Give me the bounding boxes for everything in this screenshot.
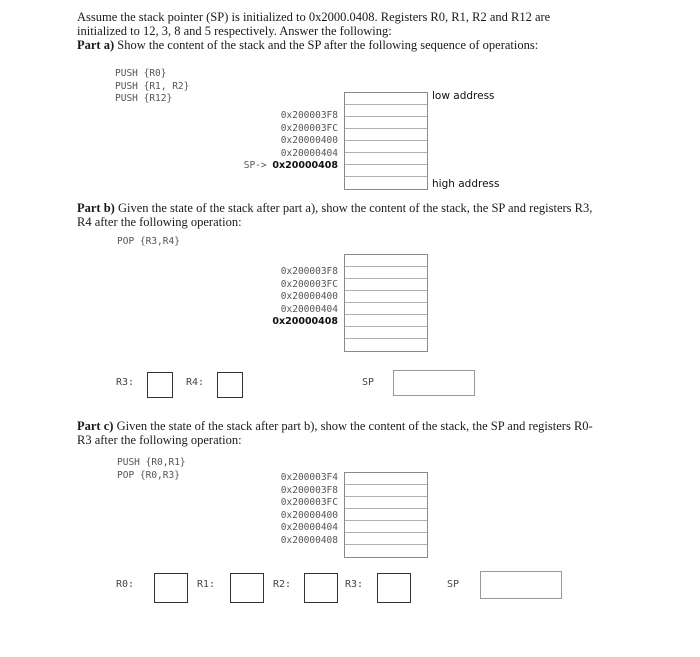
part-a-label: Part a)	[77, 38, 115, 52]
stack-cell[interactable]	[345, 473, 427, 485]
r4-answer-box[interactable]	[217, 372, 243, 398]
stack-cell[interactable]	[345, 141, 427, 153]
stack-cell[interactable]	[345, 315, 427, 327]
part-a-code	[115, 68, 189, 106]
address-label: 0x20000404	[280, 522, 338, 533]
address-label: 0x200003FC	[280, 497, 338, 508]
r3-label: R3:	[345, 579, 364, 590]
address-label-bold: 0x20000408	[272, 316, 338, 327]
high-address-label: high address	[432, 178, 500, 190]
part-c-stack	[344, 472, 428, 558]
r3-label: R3:	[116, 377, 135, 388]
part-c-label: Part c)	[77, 419, 114, 433]
code-line: PUSH {R0}	[115, 68, 167, 79]
stack-cell[interactable]	[345, 255, 427, 267]
part-b-code: POP {R3,R4}	[117, 236, 180, 247]
address-label: 0x20000404	[280, 147, 338, 159]
address-label: 0x20000404	[280, 303, 338, 315]
part-b-question	[77, 201, 677, 229]
intro-paragraph	[77, 10, 677, 52]
stack-cell[interactable]	[345, 93, 427, 105]
sp-label: SP	[362, 377, 375, 388]
stack-cell[interactable]	[345, 267, 427, 279]
address-label: 0x200003F8	[280, 110, 338, 121]
stack-cell[interactable]	[345, 279, 427, 291]
stack-cell[interactable]	[345, 303, 427, 315]
address-label: 0x200003FC	[280, 122, 338, 134]
address-label: 0x200003F4	[280, 472, 338, 483]
r3-answer-box[interactable]	[377, 573, 411, 603]
address-label: 0x20000400	[280, 509, 338, 521]
r2-label: R2:	[273, 579, 292, 590]
part-a-question	[77, 38, 677, 52]
intro-line-2: initialized to 12, 3, 8 and 5 respectively. Answer the following:	[77, 24, 392, 38]
part-b-line-2: R4 after the following operation:	[77, 215, 242, 229]
sp-address: 0x20000408	[272, 160, 338, 171]
stack-cell[interactable]	[345, 545, 427, 557]
intro-line-1: Assume the stack pointer (SP) is initialized to 0x2000.0408. Registers R0, R1, R2 and R12 are	[77, 10, 551, 24]
stack-cell[interactable]	[345, 105, 427, 117]
part-a-text: Show the content of the stack and the SP after the following sequence of operations:	[114, 38, 539, 52]
part-b-label: Part b)	[77, 201, 115, 215]
stack-cell[interactable]	[345, 165, 427, 177]
sp-arrow: SP->	[243, 160, 267, 171]
part-c-line-2: R3 after the following operation:	[77, 433, 242, 447]
stack-cell[interactable]	[345, 509, 427, 521]
stack-cell[interactable]	[345, 129, 427, 141]
address-label: 0x20000400	[280, 135, 338, 146]
stack-cell[interactable]	[345, 485, 427, 497]
address-label: 0x200003F8	[280, 484, 338, 496]
r0-answer-box[interactable]	[154, 573, 188, 603]
code-line: PUSH {R12}	[115, 93, 173, 104]
stack-cell[interactable]	[345, 327, 427, 339]
low-address-label: low address	[432, 90, 495, 102]
r4-label: R4:	[186, 377, 205, 388]
sp-address-row	[230, 160, 338, 173]
stack-cell[interactable]	[345, 533, 427, 545]
address-label: 0x20000408	[280, 534, 338, 546]
part-a-addresses	[230, 110, 338, 173]
code-line: POP {R0,R3}	[117, 469, 180, 481]
stack-cell[interactable]	[345, 177, 427, 189]
sp-answer-box[interactable]	[480, 571, 562, 599]
code-line: PUSH {R0,R1}	[117, 457, 186, 468]
code-line: PUSH {R1, R2}	[115, 80, 190, 92]
stack-cell[interactable]	[345, 117, 427, 129]
part-b-stack	[344, 254, 428, 352]
stack-cell[interactable]	[345, 521, 427, 533]
r1-label: R1:	[197, 579, 216, 590]
part-c-code	[117, 457, 186, 482]
r2-answer-box[interactable]	[304, 573, 338, 603]
address-label: 0x20000400	[280, 291, 338, 302]
part-b-line-1: Part b) Given the state of the stack after part a), show the content of the stack, the SP and registers R3,	[77, 201, 593, 215]
r0-label: R0:	[116, 579, 135, 590]
address-label: 0x200003F8	[280, 266, 338, 277]
address-label: 0x200003FC	[280, 278, 338, 290]
part-c-line-1: Part c) Given the state of the stack after part b), show the content of the stack, the SP and registers R0-	[77, 419, 593, 433]
stack-cell[interactable]	[345, 291, 427, 303]
stack-cell[interactable]	[345, 497, 427, 509]
part-b-addresses	[230, 266, 338, 329]
r1-answer-box[interactable]	[230, 573, 264, 603]
part-c-question	[77, 419, 677, 447]
stack-cell[interactable]	[345, 339, 427, 351]
r3-answer-box[interactable]	[147, 372, 173, 398]
part-c-addresses	[230, 472, 338, 547]
stack-cell[interactable]	[345, 153, 427, 165]
part-a-stack	[344, 92, 428, 190]
sp-answer-box[interactable]	[393, 370, 475, 396]
sp-label: SP	[447, 579, 460, 590]
